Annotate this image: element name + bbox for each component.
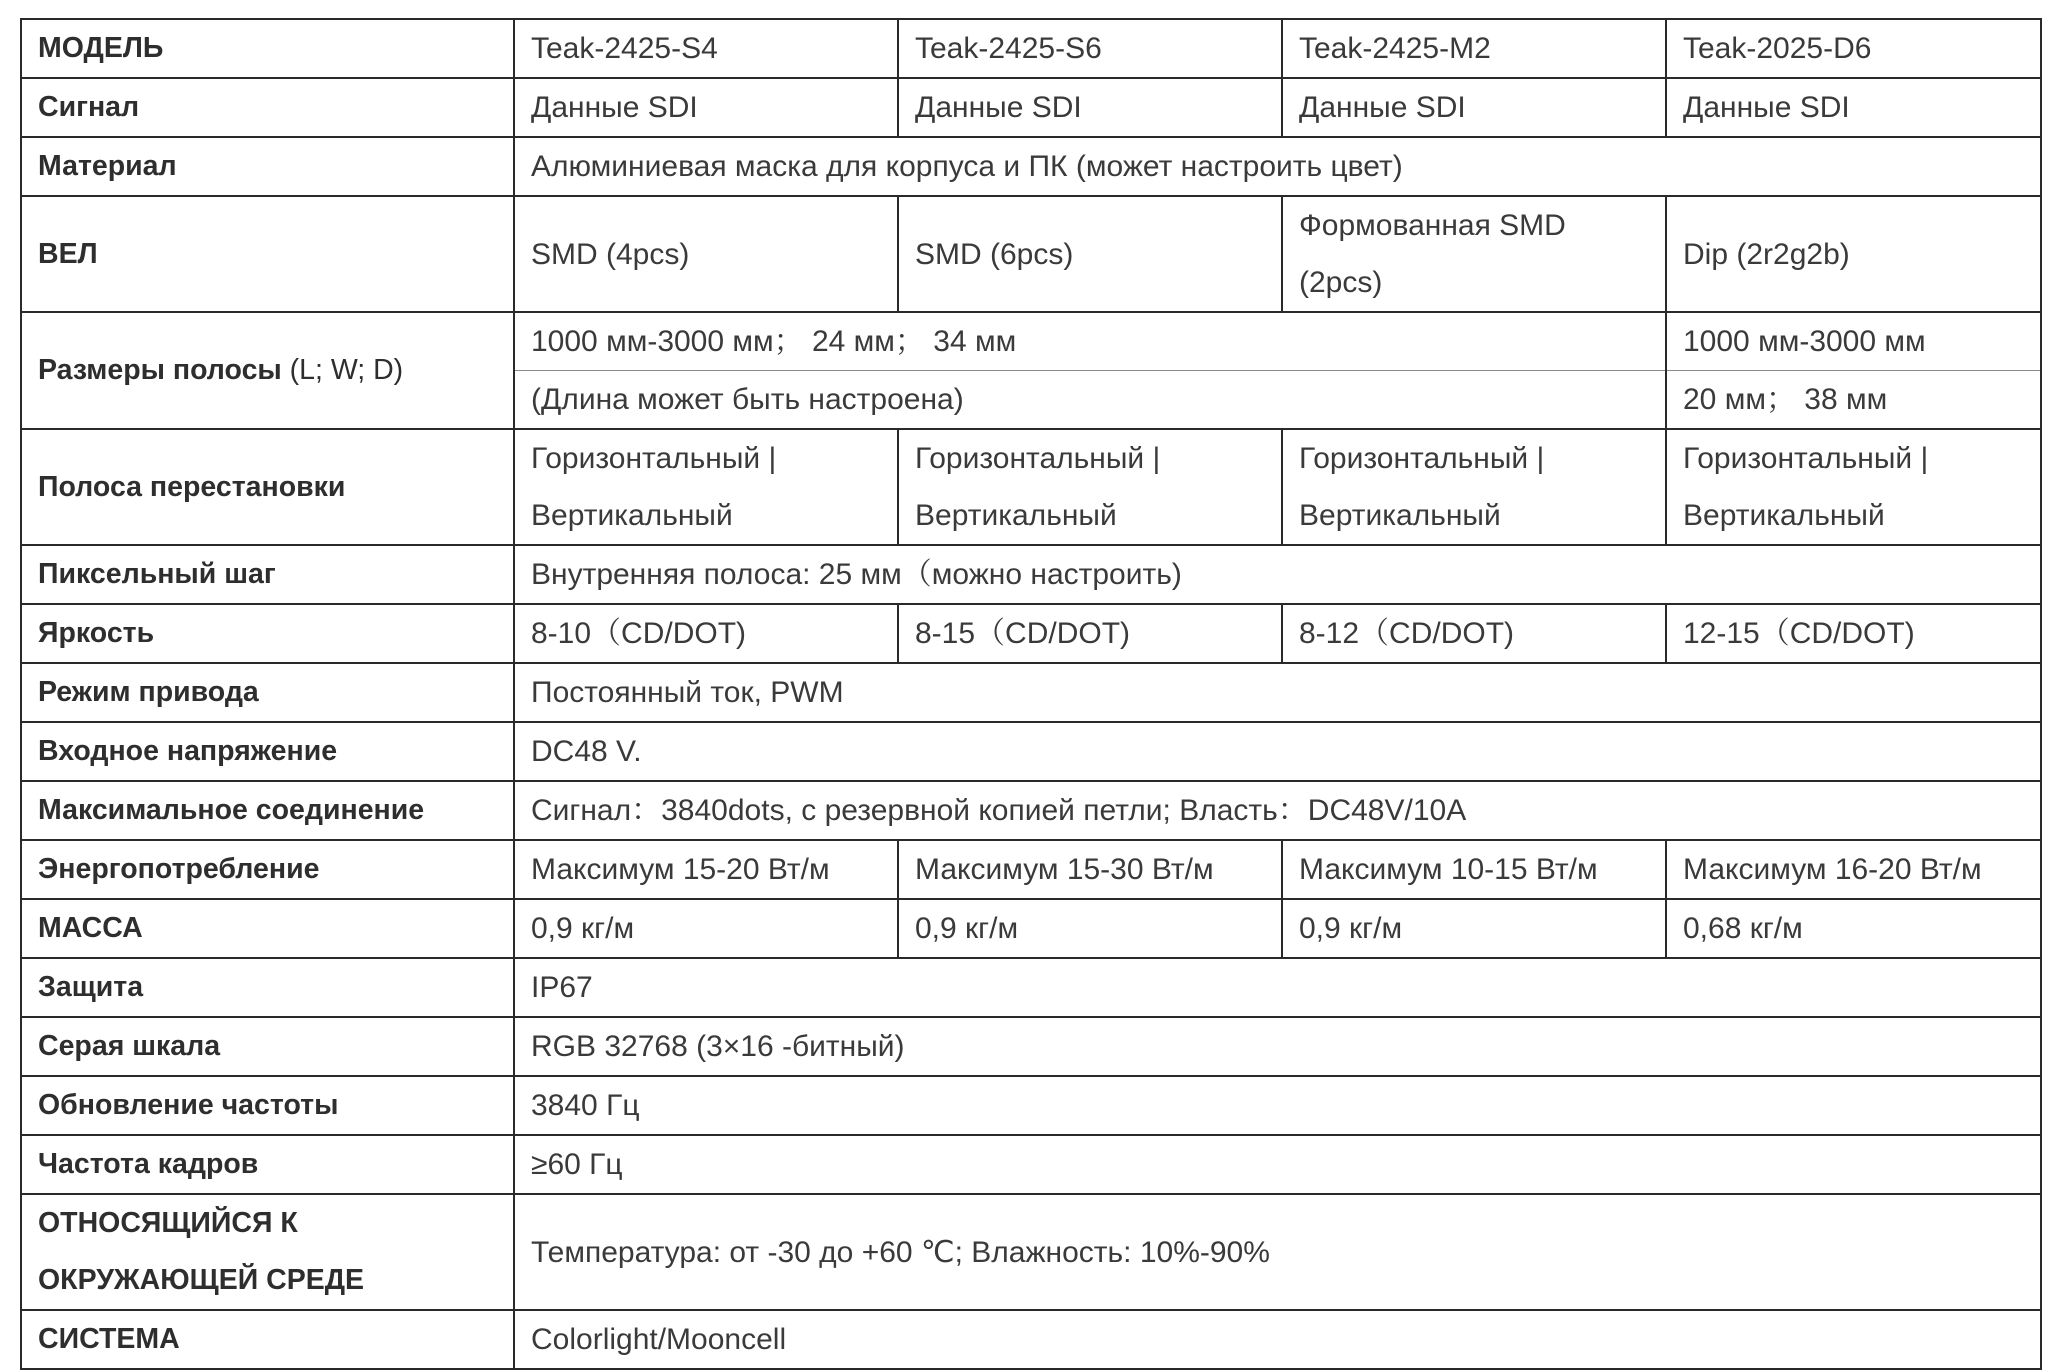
label-weight: МАССА [21,899,514,958]
row-led [21,196,2041,312]
power-value: Максимум 10-15 Вт/м [1282,840,1666,899]
frame-rate-value: ≥60 Гц [514,1135,2041,1194]
led-value: SMD (4pcs) [514,196,898,312]
row-pitch [21,545,2041,604]
model-name: Teak-2425-M2 [1282,19,1666,78]
power-value: Максимум 15-20 Вт/м [514,840,898,899]
signal-value: Данные SDI [1666,78,2041,137]
row-weight [21,899,2041,958]
weight-value: 0,68 кг/м [1666,899,2041,958]
size-common-line2: (Длина может быть настроена) [514,371,1666,430]
row-arrangement [21,429,2041,545]
row-brightness [21,604,2041,663]
label-protection: Защита [21,958,514,1017]
signal-value: Данные SDI [1282,78,1666,137]
row-max-connection [21,781,2041,840]
row-model [21,19,2041,78]
label-size [21,312,514,429]
led-value: Dip (2r2g2b) [1666,196,2041,312]
row-voltage [21,722,2041,781]
weight-value: 0,9 кг/м [898,899,1282,958]
label-arrangement: Полоса перестановки [21,429,514,545]
drive-value: Постоянный ток, PWM [514,663,2041,722]
label-material: Материал [21,137,514,196]
label-grayscale: Серая шкала [21,1017,514,1076]
environment-value: Температура: от -30 до +60 ℃; Влажность: 10%-90% [514,1194,2041,1310]
pitch-value: Внутренняя полоса: 25 мм（можно настроить) [514,545,2041,604]
spec-table [20,18,2042,1370]
material-value: Алюминиевая маска для корпуса и ПК (может настроить цвет) [514,137,2041,196]
label-power: Энергопотребление [21,840,514,899]
model-name: Teak-2425-S6 [898,19,1282,78]
row-power [21,840,2041,899]
protection-value: IP67 [514,958,2041,1017]
label-system: СИСТЕМА [21,1310,514,1369]
label-size-main: Размеры полосы [38,354,282,386]
refresh-value: 3840 Гц [514,1076,2041,1135]
row-protection [21,958,2041,1017]
label-size-unit: (L; W; D) [281,354,404,386]
grayscale-value: RGB 32768 (3×16 -битный) [514,1017,2041,1076]
row-environment [21,1194,2041,1310]
label-pitch: Пиксельный шаг [21,545,514,604]
brightness-value: 8-10（CD/DOT) [514,604,898,663]
label-max-connection: Максимальное соединение [21,781,514,840]
arrangement-value: Горизонтальный | Вертикальный [1666,429,2041,545]
label-brightness: Яркость [21,604,514,663]
row-frame-rate [21,1135,2041,1194]
model-name: Teak-2025-D6 [1666,19,2041,78]
led-value: SMD (6pcs) [898,196,1282,312]
signal-value: Данные SDI [898,78,1282,137]
row-system [21,1310,2041,1369]
row-refresh [21,1076,2041,1135]
row-signal [21,78,2041,137]
voltage-value: DC48 V. [514,722,2041,781]
label-led: ВЕЛ [21,196,514,312]
arrangement-value: Горизонтальный | Вертикальный [514,429,898,545]
row-material [21,137,2041,196]
label-model: МОДЕЛЬ [21,19,514,78]
arrangement-value: Горизонтальный | Вертикальный [898,429,1282,545]
brightness-value: 12-15（CD/DOT) [1666,604,2041,663]
size-d6-line2: 20 мм； 38 мм [1666,371,2041,430]
power-value: Максимум 15-30 Вт/м [898,840,1282,899]
row-drive [21,663,2041,722]
label-drive: Режим привода [21,663,514,722]
size-common-line1: 1000 мм-3000 мм； 24 мм； 34 мм [514,312,1666,371]
signal-value: Данные SDI [514,78,898,137]
weight-value: 0,9 кг/м [514,899,898,958]
label-refresh: Обновление частоты [21,1076,514,1135]
row-size-1 [21,312,2041,371]
led-value: Формованная SMD (2pcs) [1282,196,1666,312]
label-signal: Сигнал [21,78,514,137]
label-voltage: Входное напряжение [21,722,514,781]
power-value: Максимум 16-20 Вт/м [1666,840,2041,899]
label-environment: ОТНОСЯЩИЙСЯ К ОКРУЖАЮЩЕЙ СРЕДЕ [21,1194,514,1310]
brightness-value: 8-12（CD/DOT) [1282,604,1666,663]
brightness-value: 8-15（CD/DOT) [898,604,1282,663]
system-value: Colorlight/Mooncell [514,1310,2041,1369]
weight-value: 0,9 кг/м [1282,899,1666,958]
size-d6-line1: 1000 мм-3000 мм [1666,312,2041,371]
model-name: Teak-2425-S4 [514,19,898,78]
row-grayscale [21,1017,2041,1076]
label-frame-rate: Частота кадров [21,1135,514,1194]
max-connection-value: Сигнал：3840dots, с резервной копией петли; Власть：DC48V/10A [514,781,2041,840]
arrangement-value: Горизонтальный | Вертикальный [1282,429,1666,545]
